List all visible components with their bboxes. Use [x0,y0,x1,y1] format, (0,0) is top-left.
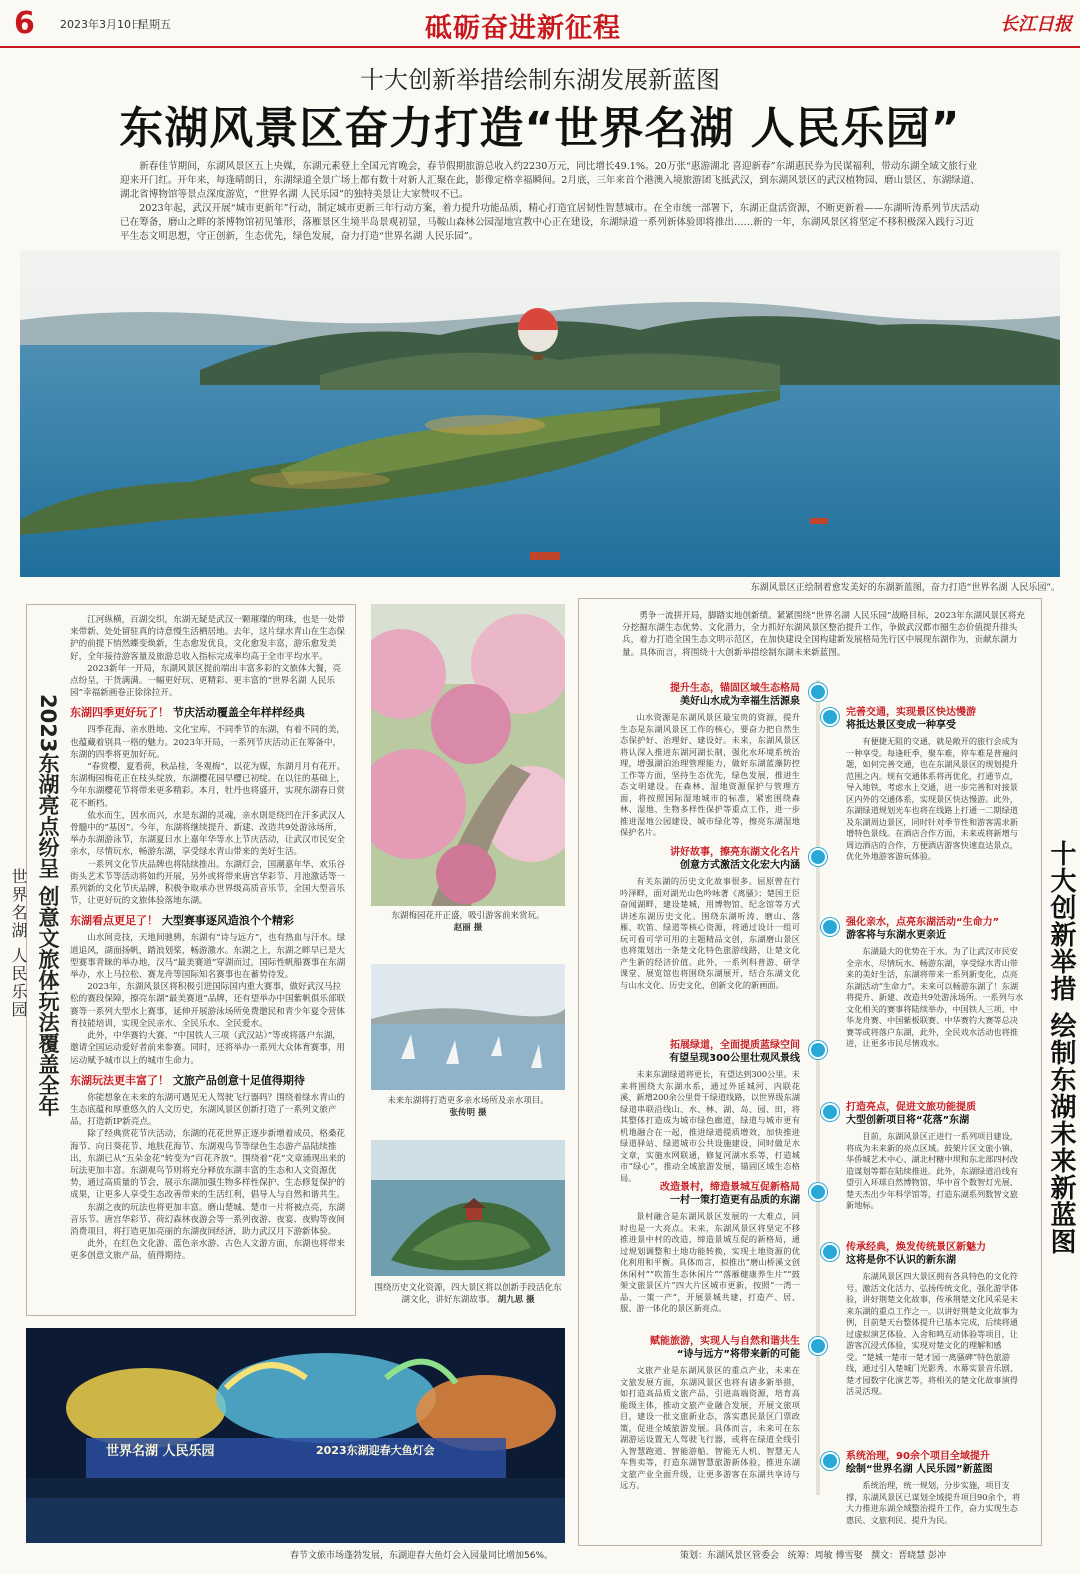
section-heading-black: 文旅产品创意十足值得期待 [172,1073,305,1087]
article-paragraph: 依水而生，因水而兴，水是东湖的灵魂，亲水則是绕凹在汗多武汉人骨髓中的“基因”。今年，东湖将继续提升、新建、改造共9处游泳场所，举办东湖游泳节，东湖夏日水上嘉年华等水上节庆活动，让武汉市民安全亲水，尽情玩水，畅游东湖，享受绿水青山带来的美好生活。 [70,810,346,858]
initiative-item [846,916,1026,1050]
lantern-sign-right: 2023东湖迎春大鱼灯会 [316,1444,435,1457]
lead-paragraphs [120,160,980,244]
timeline-node [809,1041,827,1059]
photo-plum-garden [371,604,565,906]
initiative-tag: 完善交通，实现景区快达慢游 [846,707,976,718]
photo-lantern-festival [26,1328,565,1543]
timeline-node [821,918,839,936]
initiative-title: 这将是你不认识的新东湖 [846,1255,956,1266]
initiative-text: 未来东湖绿道将更长，有望达到300公里。未来将围绕大东湖水系，通过外延城河、内联花溪、新增200余公里骨干绿道线路，以世界级东湖绿道串联沿线山、水、林、湖、岛、园、田，将其整体打造成为城市绿色廊道，绿道与城市更有机地融合在一起，推进绿道提质增效，加快推进绿道驿站、绿道城市公共设施建设，同时做足水文章，实施水网联通，修复河湖水系等，打造城市“绿心”，推动全域旅游发展，锚固区域生态格局。 [620,1069,800,1183]
photo-credit: 赵丽 摄 [453,923,483,933]
section-heading-red: 东湖看点更足了！ [70,914,158,928]
initiative-text: 目前，东湖风景区正进行一系列项目建设，将成为未来新的亮点区域。鼓架片区文旅小镇、华侨城艺术中心、湖北村糖中坝和东北部四村改造谋划等都在陆续推进。此外，东湖绿道沿线有望引入环球自然博物馆、华中首个数智灯光展、楚天杰出少年科学馆等，打造东湖系列数智文旅新地标。 [846,1131,1018,1210]
initiative-tag: 提升生态，锚固区域生态格局 [670,683,800,694]
photo-lake-caption [371,1095,565,1119]
left-article-body [70,614,348,1263]
article-paragraph: “春赏樱，夏看荷，秋品桂，冬观梅”，以花为媒，东湖月月有花开。东湖梅园梅花正在枝头绽放，东湖樱花园早樱已初绽。在以往的基础上，今年东湖樱花节将带来更多精彩。本月，牡丹也将盛开，实现东湖春日赏花不断档。 [70,762,346,809]
section-heading [70,1072,348,1088]
timeline-node [809,1183,827,1201]
photo-park-caption [371,1282,565,1306]
page-number: 6 [14,6,35,41]
initiative-item [620,1181,800,1315]
photo-lakeside-pavilion [371,1140,565,1276]
timeline-node [809,848,827,866]
hero-caption: 东湖风景区正绘制着愈发美好的东湖新蓝图，奋力打造“世界名湖 人民乐园”。 [750,583,1060,593]
photo-lantern-caption: 春节文旅市场蓬勃发展，东湖迎春大鱼灯会入园量同比增加56%。 [290,1551,554,1561]
initiative-item [846,706,1026,863]
initiative-text: 东湖最大的优势在于水。为了让武汉市民安全亲水、尽情玩水、畅游东湖，享受绿水青山带来的美好生活，东湖将带来一系列新变化，点亮东湖活动“生命力”。未来可以畅游东湖了！东湖将提升、新建、改造共9处游泳场所。一系列与水文化相关的赛事将陆续举办，中国铁人三项、中华龙舟赛、中国紫板联赛、中华赛钓大赛等总决赛等或将落户东湖，此外，全民戏水活动也将推进，让更多市民尽情戏水。 [846,946,1024,1048]
initiative-text: 东湖风景区四大景区拥有各具特色的文化符号。激活文化活力、弘扬传统文化，强化游学体验，讲好荆楚文化故事，传承荆楚文化风采是未来东湖的重点工作之一。以讲好荆楚文化故事为例，目前楚天台整体提升已基本完成，后续将通过虚拟演艺体验、入舍和鸣互动体验等项目，让游客沉浸式体验，实现对楚文化的理解和感受。“楚城一楚市一楚才园一离骚碑”特色旅游线，通过引入楚城门光影秀、水幕实景音乐剧、楚才园数字化演艺等，将相关的楚文化故事演得活灵活现。 [846,1271,1018,1396]
article-paragraph: 一系列文化节庆品牌也将陆续推出。东湖灯会，国潮嘉年华、欢乐谷街头艺术节等活动将如约开展，另外或将带来唐宫华彩节、月池激话等一系列新的文化节庆品牌，积极争取承办世界级高质音乐节，全国大型音乐节，让更好玩的文旅体验落地东湖。 [70,859,346,907]
hero-photo-east-lake-aerial [20,250,1060,577]
credit-coordinators: 统筹：周敏 傅雪娶 [787,1551,863,1561]
article-paragraph: 2023新年一开局，东湖风景区提前端出丰富多彩的文旅体大餐，亮点纷呈，干货满满。一幅更好玩、更精彩、更丰富的“世界名湖 人民乐园”幸福新画卷正徐徐拉开。 [70,663,342,699]
initiative-item [620,1039,800,1184]
article-paragraph: 勇争一流拼开局，脚踏实地创新绩。紧紧围绕“世界名湖 人民乐园”战略目标，2023年东湖风景区将充分挖掘东湖生态优势、文化潜力，全力抓好东湖风景区整治提升工作，争做武汉都市圈生态价值提升排头兵，着力打造全国生态文明示范区，在加快建设全国构建新发展格局先行区中展现东湖作为，贡献东湖力量。具体而言，将围绕十大创新举措绘制东湖未来新蓝图。 [622,611,1025,658]
photo-lake-sailing [371,964,565,1090]
section-heading-black: 大型赛事逐风造浪个个精彩 [161,914,294,928]
initiative-tag: 改造景村，缔造景城互促新格局 [660,1182,800,1193]
article-paragraph: 东湖之夜的玩法也将更加丰富。磨山楚城、楚市一片将被点亮，东湖音乐节、唐宫华彩节、荷幻森林夜游会等一系列夜游、夜宴、夜购等夜间消费项目，将打造更加亮丽的东湖夜间经济，助力武汉月下游新体验。 [70,1202,346,1237]
initiative-item [846,1241,1026,1398]
initiative-title: 有望呈现300公里壮观风景线 [669,1053,800,1064]
byline-credits [680,1548,1060,1561]
lantern-sign-left: 世界名湖 人民乐园 [106,1444,215,1459]
right-article-intro [622,610,1032,659]
article-paragraph: 四季花海、亲水胜地、文化宝库，不同季节的东湖，有着不同的美，也蕴藏着别具一格的魅力。2023年开局，一系列节庆活动正在筹备中，东湖的四季将更加好玩。 [70,725,346,760]
lead-paragraph: 新春佳节期间，东湖风景区五上央媒，东湖元素登上全国元宵晚会，春节假期旅游总收入约2230万元，同比增长49.1%。20万张“惠游湖北 喜迎新春”东湖惠民券为民谋福利，带动东湖全域文旅行业迎来开门红。开年来，每逢晴朗日，东湖绿道全景广场上都有数十对新人汇聚在此，影像定格幸福瞬间。2月底，三年来首个港澳入境旅游团飞抵武汉，到东湖风景区的武汉植物园、磨山景区、东湖绿道、湖北省博物馆等景点深度游览，“世界名湖 人民乐园”的独特美景让大家赞叹不已。 [120,161,980,200]
article-paragraph: 山水间竞技，天地间驰骋，东湖有“诗与远方”，也有热血与汗水。绿道追风，湖面扬帆，踏浪划桨，畅游激水。东湖之上，东湖之畔早已是大型赛事青睐的举办地，汉马“最美赛道”穿湖而过，国际性帆船赛事在东湖举办，水上马拉松、赛龙舟等国际知名赛事也在蓄势待发。 [70,933,346,981]
right-vertical-title: 十大创新举措 绘制东湖未来新蓝图 [1046,840,1076,1256]
photo-credit: 胡九思 摄 [497,1295,535,1305]
initiative-text: 系统治理，统一规划，分步实施，项目支撑，东湖风景区已谋划全域提升项目90余个，将大力推进东湖全域整治提升工作，奋力实现生态惠民、文旅利民、提升为民。 [846,1480,1021,1525]
timeline-node [821,1452,839,1470]
initiative-text: 山水资源是东湖风景区最宝贵的资源，提升生态是东湖风景区工作的核心，要奋力把自然生态保护好、治理好、建设好。未来，东湖风景区将认深入推进东湖河湖长制，强化水环境系统治理，增强湖泊治理管理能力，做好东湖蓝藻防控工作等方面，坚持生态优先，绿色发展，推进生态文明建设。在森林、湿地资源保护与管理方面，将按照国际湿地城市的标准，紧密围绕森林、湿地、生物多样性保护等重点工作，进一步推进湿地公园建设、城市绿化等，擦亮东湖湿地保护名片。 [620,712,800,837]
article-paragraph: 江河纵横，百湖交织，东湖无疑是武汉一颗璀璨的明珠，也是一处带来带新、处处留驻真的诗意慢生活栖居地。去年，这片绿水青山在生态保护的前提下悄然蝶变焕新，生态愈发优良，文化愈发丰富，游乐愈发美好，全年接待游客量及旅游总收入指标完成率均高于全市平均水平。 [70,615,346,662]
initiative-tag: 讲好故事，擦亮东湖文化名片 [670,847,800,858]
timeline-node [821,1103,839,1121]
timeline-node [809,1337,827,1355]
credit-planner: 策划：东湖风景区管委会 [680,1551,780,1561]
initiative-title: 大型创新项目将“花落”东湖 [846,1115,970,1126]
left-vertical-title: 2023东湖亮点纷呈 创意文旅体玩法覆盖全年 [36,694,60,1117]
initiative-title: 美好山水成为幸福生活源泉 [680,696,800,707]
initiative-tag: 传承经典，焕发传统景区新魅力 [846,1242,986,1253]
section-heading-red: 东湖四季更好玩了！ [70,706,169,720]
initiative-tag: 打造亮点，促进文旅功能提质 [846,1102,976,1113]
headline-kicker: 十大创新举措绘制东湖发展新蓝图 [360,66,720,94]
initiative-text: 景村融合是东湖风景区发展的一大难点，同时也是一大亮点。未来，东湖风景区将坚定不移推进景中村的改造，缔造景城互促的新格局，通过规划调整和土地功能转换，实现土地资源的优化利用和平衡。具体而言，拟推出“磨山桥溪文创休闲村”“吹笛生态休闲片”“落雁健康养生片”“鼓架文旅景区片”四大片区城市更新，按照“一湾一品、一策一产”，开展景城共建，打造产、居、服、游一体化的景区新亮点。 [620,1211,800,1313]
initiative-text: 有便捷无阻的交通，就是敞开的旅行会成为一种享受。每逢旺季，聚车难，停车难是普遍问题，如何完善交通，也在东湖风景区的规划提升范围之内。规有交通体系将再优化，打通节点，导入地铁，考虑水上交通，进一步完善和对接景区内外的交通体系，实现景区快达慢游。此外，东湖绿道规划光车也将在线路上打通一二期绿道及东湖周边景区，同时针对季节性和游客需求新增特色景线。在酒店合作方面，未来或将新增与周边酒店的合作，方便酒店游客快速直达景点，优化外地游客游玩体验。 [846,736,1018,861]
timeline-node [821,708,839,726]
caption-text: 未来东湖将打造更多亲水场所及亲水项目。 [387,1096,549,1106]
caption-text: 围绕历史文化资源，四大景区将以创新手段活化东湖文化，讲好东湖故事。 [374,1283,562,1305]
article-paragraph: 此外，在红色文化游、蓝色亲水游、古色人文游方面，东湖也将带来更多创意文旅产品，值得期待。 [70,1239,346,1262]
photo-plum-caption [371,910,565,934]
credit-writers: 撰文：晋晓慧 彭冲 [871,1551,946,1561]
article-paragraph: 此外，中华赛钓大赛、“中国铁人三项（武汉站）”等或将落户东湖，邀请全国运动爱好者前来参赛。同时，还将举办一系列大众体育赛事，用运动赋予城市以上的城市生命力。 [70,1031,346,1066]
initiative-title: 创意方式激活文化宏大内涵 [680,860,800,871]
initiative-title: 游客将与东湖水更亲近 [846,930,946,941]
initiative-tag: 强化亲水，点亮东湖活动“生命力” [846,917,1000,928]
section-title: 砥砺奋进新征程 [425,13,621,44]
initiative-text: 有关东湖的历史文化故事很多。屈原曾在行吟泽畔，面对湖光山色吟咏著《离骚》；楚国王臣奋闻湖畔，建设楚城，用博物馆、纪念馆等方式讲述东湖历史文化。围绕东湖听涛、磨山、落雁、吹笛、绿道等核心资源，将通过设计一组可玩可看可学可用的主题精品文创，东湖磨山景区也将策划出一条楚文化特色旅游线路，让楚文化产生新的经济价值。此外，一系列科普游、研学课堂、展览馆也将围绕东湖展开，结合东湖文化与山水文化、历史文化，创新文化的新画面。 [620,876,800,990]
article-paragraph: 除了经典赏花节庆活动，东湖的花花世界正逐步新增着成员，格桑花海节、向日葵花节、地肤花海节、东湖观鸟节等绿色生态游产品陆续推出，东湖已从“五朵金花”转变为“百花齐放”。围绕着“花”文章涌现出来的玩法更加丰富。东湖观鸟节则将充分释放东湖丰富的生态和人文资源优势，通过高质量的节会，展示东湖加强生物多样性保护、生态修复保护的成果，让更多人享受生态改善带来的生活红利，倡导人与自然和谐共生。 [70,1129,346,1201]
section-heading [70,704,348,720]
timeline-node [809,683,827,701]
issue-weekday: 星期五 [138,18,171,31]
initiative-item [620,846,800,991]
initiative-text: 文旅产业是东湖风景区的重点产业，未来在文旅发展方面，东湖风景区也将有诸多新举措，如打造高品质文旅产品，引进高端资源，培育高能级主体，推动文旅产业融合发展，开展文旅项目，建设一批文旅新业态，落实惠民景区门票政策，促进全域旅游发展。具体而言，未来可在东湖游运设置无人驾驶飞行器，或将在绿道全线引入智慧跑道、智能游船、智能无人机、智慧无人车售卖等，打造东湖智慧旅游新体验，推进东湖文旅产业全面升级，让更多游客在东湖共享诗与远方。 [620,1365,800,1490]
initiative-tag: 赋能旅游，实现人与自然和谐共生 [650,1336,800,1347]
initiative-item [846,1101,1026,1212]
newspaper-logo: 长江日报 [1000,14,1072,35]
issue-date: 2023年3月10日 [60,18,142,31]
article-paragraph: 你能想象在未来的东湖可遇见无人驾驶飞行器吗？围绕着绿水青山的生态底蕴和厚重悠久的人文历史，东湖风景区创新打造了一系列文旅产品，打造新IP新亮点。 [70,1092,346,1128]
section-heading-black: 节庆活动覆盖全年样样经典 [172,706,305,720]
initiative-item [620,1335,800,1492]
initiative-item [620,682,800,839]
timeline-line [816,680,820,1495]
initiative-tag: 系统治理，90余个项目全域提升 [846,1451,990,1462]
initiative-title: 将抵达景区变成一种享受 [846,720,956,731]
left-vertical-tag: 世界名湖 人民乐园 [9,868,28,1020]
initiative-tag: 拓展绿道，全面提质蓝绿空间 [670,1040,800,1051]
timeline-node [821,1243,839,1261]
caption-text: 东湖梅园花开正盛，吸引游客前来赏玩。 [391,911,545,921]
headline: 东湖风景区奋力打造“世界名湖 人民乐园” [119,103,961,154]
initiative-title: 绘制“世界名湖 人民乐园”新蓝图 [846,1464,993,1475]
initiative-title: “诗与远方”将带来新的可能 [676,1349,800,1360]
lead-paragraph: 2023年起，武汉开展“城市更新年”行动，制定城市更新三年行动方案，着力提升功能品质，精心打造宜居韧性智慧城市。在全市统一部署下，东湖正盘活资源，不断更新着——东湖听涛系列节庆活动已在筹备，磨山之畔的茶博物馆初见雏形，落雁景区生境半岛景观初显，马鞍山森林公园湿地宣教中心正在建设，东湖绿道一系列新体验即将推出……新的一年，东湖风景区将坚定不移积极深入践行习近平生态文明思想，守正创新，生态优先，绿色发展，奋力打造“世界名湖 人民乐园”。 [120,203,980,242]
article-paragraph: 2023年，东湖风景区将积极引进国际国内重大赛事，做好武汉马拉松的赛段保障，擦亮东湖“最美赛道”品牌，还有望举办中国紫帆俱乐部联赛等一系列大型水上赛事，延伸开展游泳场所免费邀民和青少年夏令营体育技能培训，实现全民亲水、全民乐水、全民爱水。 [70,982,346,1029]
initiative-title: 一村一策打造更有品质的东湖 [670,1195,800,1206]
section-heading [70,912,348,928]
initiative-item [846,1450,1026,1526]
photo-credit: 张传明 摄 [449,1108,487,1118]
section-heading-red: 东湖玩法更丰富了！ [70,1073,169,1087]
